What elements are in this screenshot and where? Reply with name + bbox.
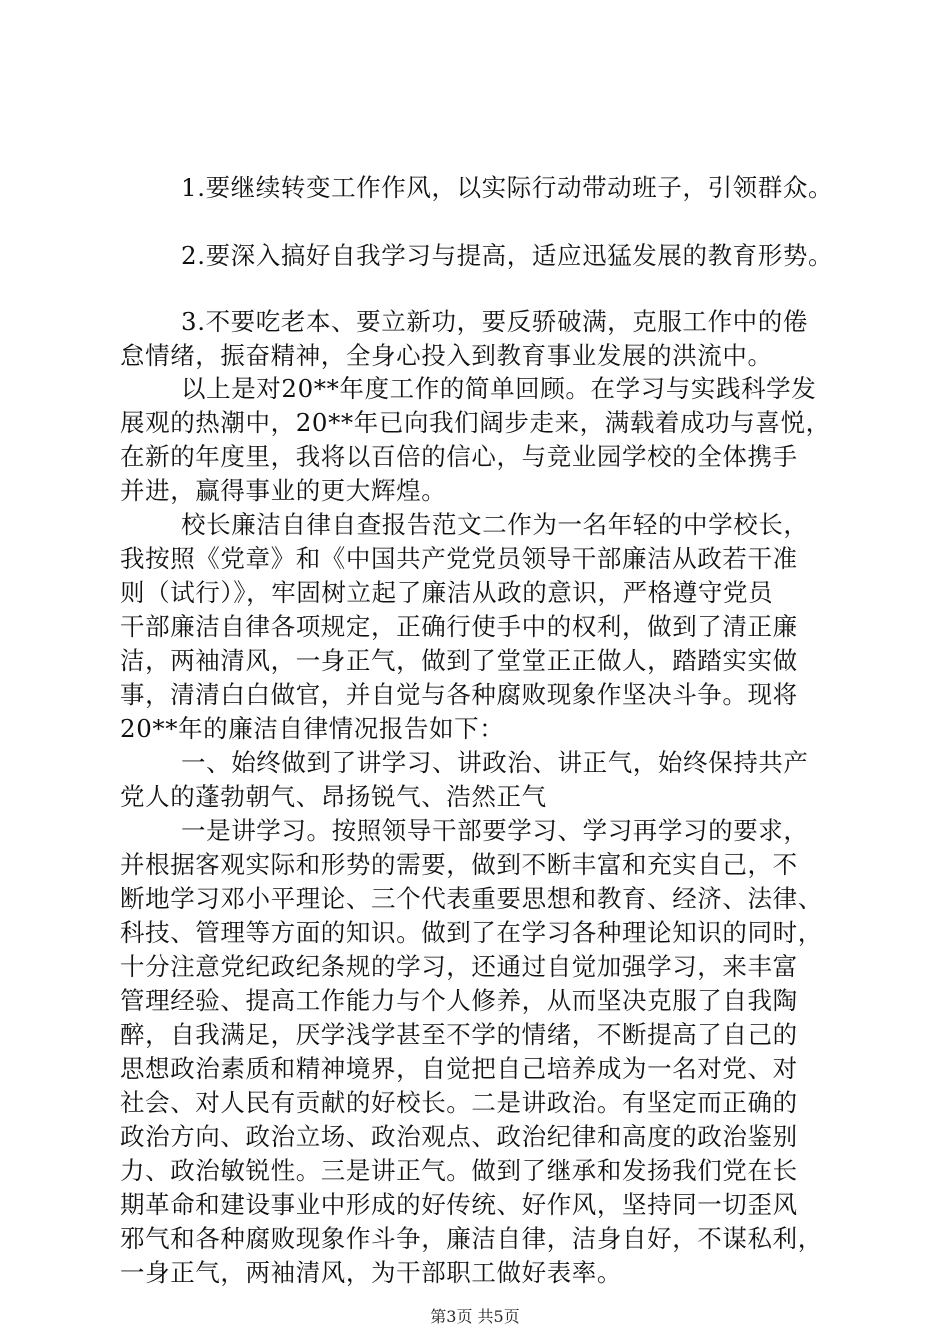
- text-line: 管理经验、提高工作能力与个人修养，从而坚决克服了自我陶: [120, 986, 798, 1015]
- text-line: 洁，两袖清风，一身正气，做到了堂堂正正做人，踏踏实实做: [120, 646, 798, 675]
- page-number: 第3页 共5页: [430, 1307, 520, 1326]
- text-line: 2.要深入搞好自我学习与提高，适应迅猛发展的教育形势。: [181, 241, 834, 270]
- text-line: 社会、对人民有贡献的好校长。二是讲政治。有坚定而正确的: [120, 1088, 798, 1117]
- text-line: 干部廉洁自律各项规定，正确行使手中的权利，做到了清正廉: [120, 612, 798, 641]
- text-line: 展观的热潮中，20**年已向我们阔步走来，满载着成功与喜悦，: [120, 408, 831, 437]
- text-line: 科技、管理等方面的知识。做到了在学习各种理论知识的同时，: [120, 918, 823, 947]
- text-line: 在新的年度里，我将以百倍的信心，与竞业园学校的全体携手: [120, 442, 798, 471]
- text-line: 怠情绪，振奋精神，全身心投入到教育事业发展的洪流中。: [120, 341, 773, 370]
- text-line: 力、政治敏锐性。三是讲正气。做到了继承和发扬我们党在长: [120, 1156, 798, 1185]
- text-line: 断地学习邓小平理论、三个代表重要思想和教育、经济、法律、: [120, 884, 823, 913]
- text-line: 20**年的廉洁自律情况报告如下：: [120, 714, 505, 743]
- text-line: 党人的蓬勃朝气、昂扬锐气、浩然正气: [120, 782, 547, 811]
- text-line: 3.不要吃老本、要立新功，要反骄破满，克服工作中的倦: [181, 307, 808, 336]
- text-line: 并进，赢得事业的更大辉煌。: [120, 476, 447, 505]
- text-line: 校长廉洁自律自查报告范文二作为一名年轻的中学校长，: [181, 510, 809, 539]
- text-line: 一是讲学习。按照领导干部要学习、学习再学习的要求，: [181, 816, 809, 845]
- text-line: 我按照《党章》和《中国共产党党员领导干部廉洁从政若干准: [120, 544, 798, 573]
- text-line: 以上是对20**年度工作的简单回顾。在学习与实践科学发: [181, 374, 817, 403]
- text-line: 政治方向、政治立场、政治观点、政治纪律和高度的政治鉴别: [120, 1122, 798, 1151]
- text-line: 一、始终做到了讲学习、讲政治、讲正气，始终保持共产: [181, 748, 809, 777]
- text-line: 则（试行）》，牢固树立起了廉洁从政的意识，严格遵守党员: [120, 578, 774, 607]
- text-line: 1.要继续转变工作作风，以实际行动带动班子，引领群众。: [181, 173, 834, 202]
- text-line: 一身正气，两袖清风，为干部职工做好表率。: [120, 1258, 622, 1287]
- text-line: 期革命和建设事业中形成的好传统、好作风，坚持同一切歪风: [120, 1190, 798, 1219]
- text-line: 邪气和各种腐败现象作斗争，廉洁自律，洁身自好，不谋私利，: [120, 1224, 823, 1253]
- text-line: 思想政治素质和精神境界，自觉把自己培养成为一名对党、对: [120, 1054, 798, 1083]
- text-line: 事，清清白白做官，并自觉与各种腐败现象作坚决斗争。现将: [120, 680, 798, 709]
- text-line: 十分注意党纪政纪条规的学习，还通过自觉加强学习，来丰富: [120, 952, 798, 981]
- text-line: 并根据客观实际和形势的需要，做到不断丰富和充实自己，不: [120, 850, 798, 879]
- text-line: 醉，自我满足，厌学浅学甚至不学的情绪，不断提高了自己的: [120, 1020, 798, 1049]
